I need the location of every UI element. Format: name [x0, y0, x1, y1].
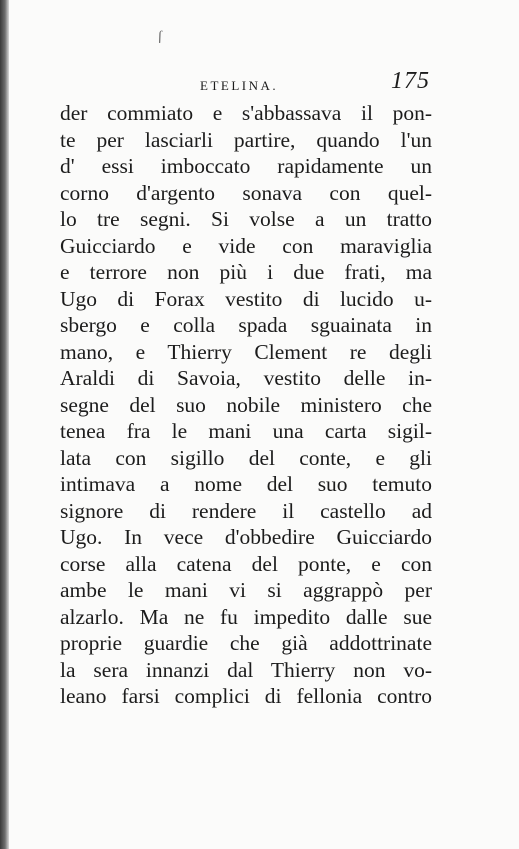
running-title: ETELINA. — [200, 78, 279, 93]
text-line: lo tre segni. Si volse a un tratto — [60, 207, 432, 231]
text-line: Guicciardo e vide con maraviglia — [60, 233, 432, 258]
text-line: d' essi imboccato rapidamente un — [60, 154, 432, 178]
text-line: alzarlo. Ma ne fu impedito dalle sue — [60, 604, 432, 629]
text-line: segne del suo nobile ministero che — [60, 392, 432, 417]
text-line: Ugo. In vece d'obbedire Guicciardo — [60, 525, 432, 549]
text-line: tenea fra le mani una carta sigil- — [60, 419, 432, 443]
text-line: signore di rendere il castello ad — [60, 498, 432, 523]
text-line: lata con sigillo del conte, e gli — [60, 445, 432, 470]
text-line: proprie guardie che già addottrinate — [60, 631, 432, 655]
text-line: sbergo e colla spada sguainata in — [60, 313, 432, 337]
text-line: Araldi di Savoia, vestito delle in- — [60, 366, 432, 390]
text-line: der commiato e s'abbassava il pon- — [60, 101, 432, 125]
text-line: intimava a nome del suo temuto — [60, 472, 432, 496]
text-line: Ugo di Forax vestito di lucido u- — [60, 286, 432, 311]
page-header — [60, 68, 430, 100]
body-text — [60, 100, 432, 710]
text-line: la sera innanzi dal Thierry non vo- — [60, 657, 432, 682]
text-line: te per lasciarli partire, quando l'un — [60, 127, 432, 152]
text-line: ambe le mani vi si aggrappò per — [60, 578, 432, 602]
text-line: leano farsi complici di fellonia contro — [60, 684, 432, 708]
text-line: mano, e Thierry Clement re degli — [60, 339, 432, 364]
page-spine-shadow — [0, 0, 9, 849]
page-number: 175 — [391, 68, 430, 94]
text-line: corno d'argento sonava con quel- — [60, 180, 432, 205]
text-line: e terrore non più i due frati, ma — [60, 260, 432, 284]
stray-ink-mark: ſ — [156, 27, 163, 44]
text-line: corse alla catena del ponte, e con — [60, 551, 432, 576]
